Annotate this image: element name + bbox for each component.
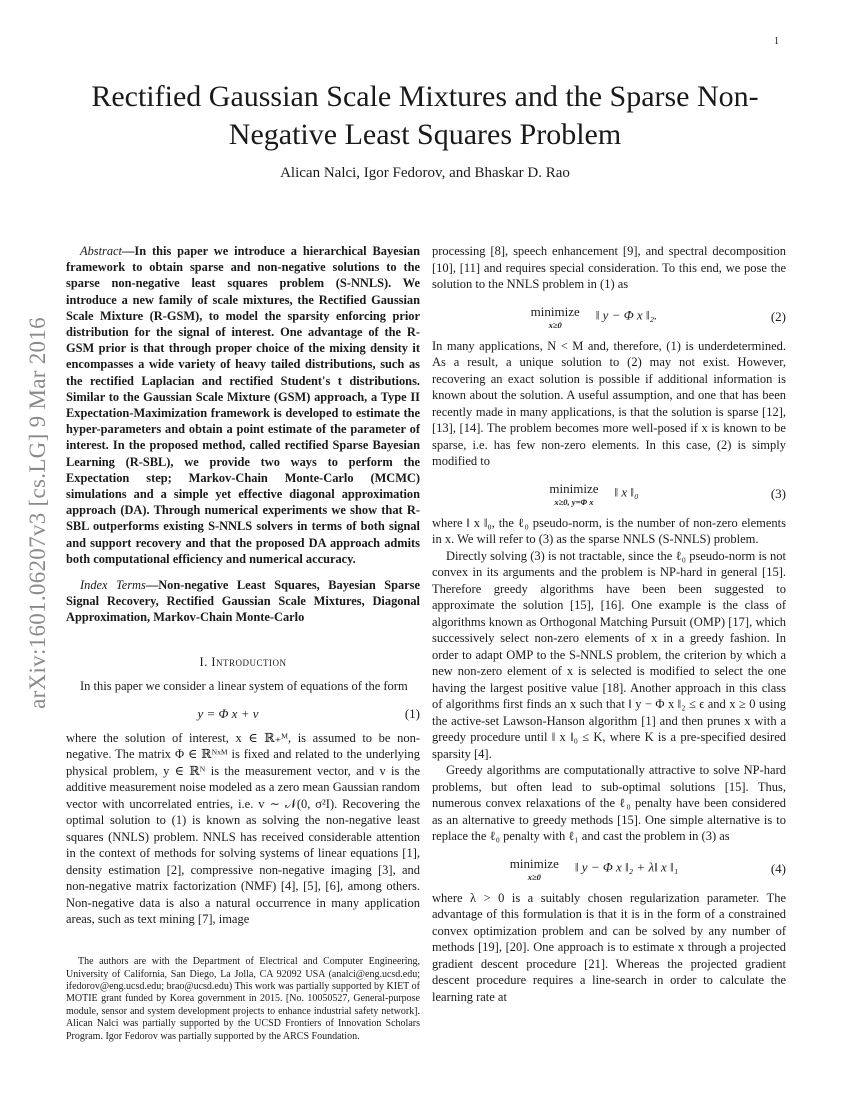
paper-title: Rectified Gaussian Scale Mixtures and the Sparse Non-Negative Least Squares Problem [91,80,759,151]
constraint: x≥0 [548,319,562,330]
body-columns [66,243,786,1043]
equation-4 [432,855,786,882]
footnote: The authors are with the Department of Electrical and Computer Engineering, University of California, San Diego, La Jolla, CA 92092 USA (analci@eng.ucsd.edu; ifedorov@eng.ucsd.edu; brao@ucsd.edu) This work was partially supported by KIET of MOTIE grant funded by Korea government in 2015. [No. 10050527, General-purpose module, sensor and system development projects to enhance industrial safety network]. Alican Nalci was partially supported by the UCSD Frontiers of Innovation Scholars Program. Igor Fedorov was partially supported by the ARCS Foundation. [66,956,420,1042]
constraint: x≥0 [527,871,541,882]
paper-header [60,78,790,183]
authors: Alican Nalci, Igor Fedorov, and Bhaskar D. Rao [280,165,570,181]
equation-body: ‖ y − Φ x ‖₂ + λ‖ x ‖₁ [574,858,679,874]
paragraph: where ‖ x ‖₀, the ℓ₀ pseudo-norm, is the number of non-zero elements in x. We will refer to (3) as the sparse NNLS (S-NNLS) problem. [432,515,786,546]
paragraph: In this paper we consider a linear system of equations of the form [80,679,408,694]
equation-body: ‖ y − Φ x ‖₂. [595,306,658,322]
equation-3 [432,480,786,507]
equation-number: (3) [770,485,786,501]
index-terms-text: —Non-negative Least Squares, Bayesian Sparse Signal Recovery, Rectified Gaussian Scale Mixtures, Diagonal Approximation, Markov-Chain Monte-Carlo [66,578,420,625]
right-column [432,243,786,1005]
minimize-operator: minimize [530,303,580,319]
equation-1 [66,705,420,722]
arxiv-stamp: arXiv:1601.06207v3 [cs.LG] 9 Mar 2016 [25,317,50,709]
paragraph: Directly solving (3) is not tractable, since the ℓ₀ pseudo-norm is not convex in its arguments and the problem is NP-hard in general [15]. Therefore greedy algorithms have been been suggested to approximate the solution [15], [16]. One example is the class of algorithms known as Orthogonal Matching Pursuit (OMP) [17], which successively select non-zero elements of x in a greedy fashion. In order to adapt OMP to the S-NNLS problem, the criterion by which a new non-zero element of x is selected is modified to select the one having the largest positive value [18]. Another approach in this class of algorithms first finds an x such that ‖ y − Φ x ‖₂ ≤ ϵ and x ≥ 0 using the active-set Lawson-Hanson algorithm [1] and then prunes x with a greedy procedure until ‖ x ‖₀ ≤ K, where K is a pre-specified desired sparsity [4]. [432,548,786,761]
equation-body: y = Φ x + v [197,705,259,721]
paragraph: processing [8], speech enhancement [9], and spectral decomposition [10], [11] and requires special consideration. To this end, we pose the solution to the NNLS problem in (1) as [432,244,786,291]
paragraph: Greedy algorithms are computationally attractive to solve NP-hard problems, but often lead to sub-optimal solutions [15]. Thus, numerous convex relaxations of the ℓ₀ penalty have been considered as an alternative to greedy methods [15]. One simple alternative is to replace the ℓ₀ penalty with ℓ₁ and cast the problem in (3) as [432,763,786,843]
section-title: Introduction [211,654,287,669]
left-column [66,243,420,1043]
section-number: I. [199,654,212,669]
section-heading-introduction [66,654,420,671]
equation-2 [432,303,786,330]
equation-number: (4) [770,860,786,876]
constraint: x≥0, y=Φ x [554,496,594,507]
minimize-operator: minimize [509,855,559,871]
equation-number: (2) [770,308,786,324]
index-terms [66,577,420,626]
equation-number: (1) [404,705,420,721]
paragraph: where λ > 0 is a suitably chosen regularization parameter. The advantage of this formulation is that it is in the form of a constrained convex optimization problem and can be solved by any number of methods [19], [20]. One approach is to estimate x through a projected gradient descent procedure [21]. Whereas the projected gradient descent procedure requires a line-search in order to calculate the learning rate at [432,890,786,1004]
equation-body: ‖ x ‖₀ [614,483,639,499]
page-number: 1 [774,36,779,47]
abstract [66,243,420,567]
index-terms-label: Index Terms [80,578,146,593]
paragraph: In many applications, N < M and, therefore, (1) is underdetermined. As a result, a unique solution to (2) may not exist. However, recovering an exact solution is possible if additional information is known about the solution. A useful assumption, and one that has been recently made in many applications, is that the solution is sparse [12], [13], [14]. The problem becomes more well-posed if x is known to be sparse, i.e. has few non-zero elements. In this case, (2) is simply modified to [432,338,786,468]
paragraph: where the solution of interest, x ∈ ℝ₊ᴹ, is assumed to be non-negative. The matrix Φ ∈ ℝᴺˣᴹ is fixed and related to the underlying physical problem, y ∈ ℝᴺ is the measurement vector, and v is the additive measurement noise modeled as a zero mean Gaussian random vector with uncorrelated entries, i.e. v ∼ 𝒩(0, σ²I). Recovering the optimal solution to (1) is known as solving the non-negative least squares (NNLS) problem. NNLS has received considerable attention in the context of methods for solving systems of linear equations [1], density estimation [2], compressive non-negative imaging [3], and non-negative matrix factorization (NMF) [4], [5], [6], among others. Non-negative data is also a natural occurrence in many application areas, such as text mining [7], image [66,730,420,927]
abstract-label: Abstract [80,244,122,258]
minimize-operator: minimize [549,480,599,496]
abstract-text: —In this paper we introduce a hierarchical Bayesian framework to obtain sparse and non-negative solutions to the sparse non-negative least squares problem (S-NNLS). We introduce a new family of scale mixtures, the Rectified Gaussian Scale Mixture (R-GSM), to model the sparsity enforcing prior distribution for the signal of interest. One advantage of the R-GSM prior is that through proper choice of the mixing density it encompasses a wide variety of heavy tailed distributions, such as the rectified Laplacian and rectified Student's t distributions. Similar to the Gaussian Scale Mixture (GSM) approach, a Type II Expectation-Maximization framework is developed to estimate the hyper-parameters and obtain a point estimate of the parameter of interest. In the proposed method, called rectified Sparse Bayesian Learning (R-SBL), we provide two ways to perform the Expectation step; Markov-Chain Monte-Carlo (MCMC) simulations and a simple yet effective diagonal approximation approach (DA). Through numerical experiments we show that R-SBL outperforms existing S-NNLS solvers in terms of both signal and support recovery and that the proposed DA approach admits both computational efficiency and numerical accuracy. [66,244,420,566]
